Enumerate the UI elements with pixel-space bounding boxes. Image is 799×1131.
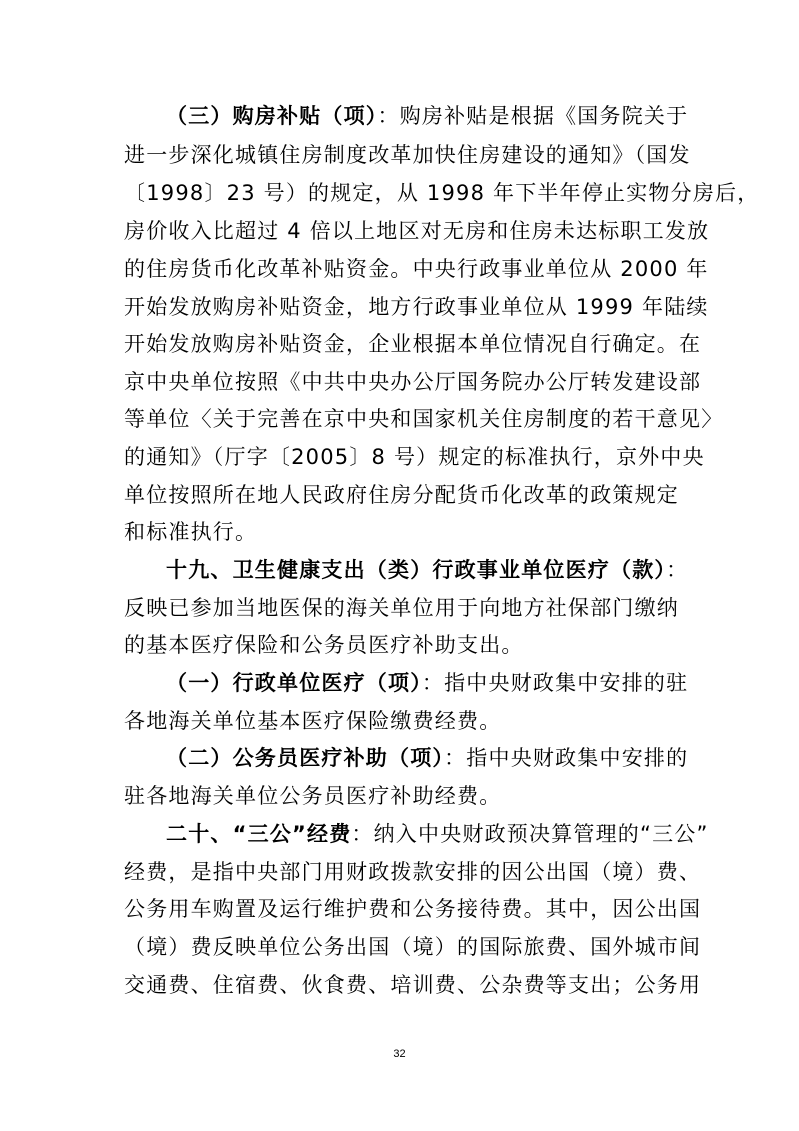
paragraph-line: 开始发放购房补贴资金，地方行政事业单位从 1999 年陆续 xyxy=(124,295,709,319)
body-text: ：购房补贴是根据《国务院关于 xyxy=(377,104,689,128)
paragraph-line: （境）费反映单位公务出国（境）的国际旅费、国外城市间 xyxy=(124,935,702,959)
section-heading: （一）行政单位医疗（项） xyxy=(166,671,422,695)
paragraph-line xyxy=(166,102,689,130)
paragraph-line: 京中央单位按照《中共中央办公厅国务院办公厅转发建设部 xyxy=(124,370,702,394)
paragraph-line: 公务用车购置及运行维护费和公务接待费。其中，因公出国 xyxy=(124,897,702,921)
paragraph-line: 单位按照所在地人民政府住房分配货币化改革的政策规定 xyxy=(124,483,679,507)
paragraph-line: 经费，是指中央部门用财政拨款安排的因公出国（境）费、 xyxy=(124,860,702,884)
body-text: ：纳入中央财政预决算管理的“三公” xyxy=(351,822,709,846)
paragraph-line: 各地海关单位基本医疗保险缴费经费。 xyxy=(124,709,502,733)
body-text: ： xyxy=(666,558,689,582)
page-number: 32 xyxy=(393,1048,406,1060)
paragraph-line xyxy=(166,556,689,584)
paragraph-line xyxy=(166,669,689,697)
paragraph-line: 的通知》（厅字〔2005〕8 号）规定的标准执行，京外中央 xyxy=(124,445,705,469)
section-heading: 二十、“三公”经费 xyxy=(166,822,352,846)
paragraph-line: 交通费、住宿费、伙食费、培训费、公杂费等支出；公务用 xyxy=(124,973,702,997)
paragraph-line xyxy=(166,820,709,848)
section-heading: 十九、卫生健康支出（类）行政事业单位医疗（款） xyxy=(166,558,667,582)
body-text: ：指中央财政集中安排的驻 xyxy=(421,671,689,695)
paragraph-line: 的住房货币化改革补贴资金。中央行政事业单位从 2000 年 xyxy=(124,257,709,281)
paragraph-line: 房价收入比超过 4 倍以上地区对无房和住房未达标职工发放 xyxy=(124,219,710,243)
section-heading: （二）公务员医疗补助（项） xyxy=(166,746,445,770)
paragraph-line: 的基本医疗保险和公务员医疗补助支出。 xyxy=(124,633,524,657)
paragraph-line: 〔1998〕23 号）的规定，从 1998 年下半年停止实物分房后， xyxy=(124,181,760,205)
paragraph-line: 和标准执行。 xyxy=(124,520,258,544)
paragraph-line: 开始发放购房补贴资金，企业根据本单位情况自行确定。在 xyxy=(124,332,702,356)
paragraph-line: 等单位〈关于完善在京中央和国家机关住房制度的若干意见〉 xyxy=(124,407,724,431)
body-text: ：指中央财政集中安排的 xyxy=(444,746,689,770)
paragraph-line: 驻各地海关单位公务员医疗补助经费。 xyxy=(124,784,502,808)
section-heading: （三）购房补贴（项） xyxy=(166,104,378,128)
paragraph-line: 进一步深化城镇住房制度改革加快住房建设的通知》（国发 xyxy=(124,143,691,167)
paragraph-line: 反映已参加当地医保的海关单位用于向地方社保部门缴纳 xyxy=(124,596,679,620)
paragraph-line xyxy=(166,744,689,772)
